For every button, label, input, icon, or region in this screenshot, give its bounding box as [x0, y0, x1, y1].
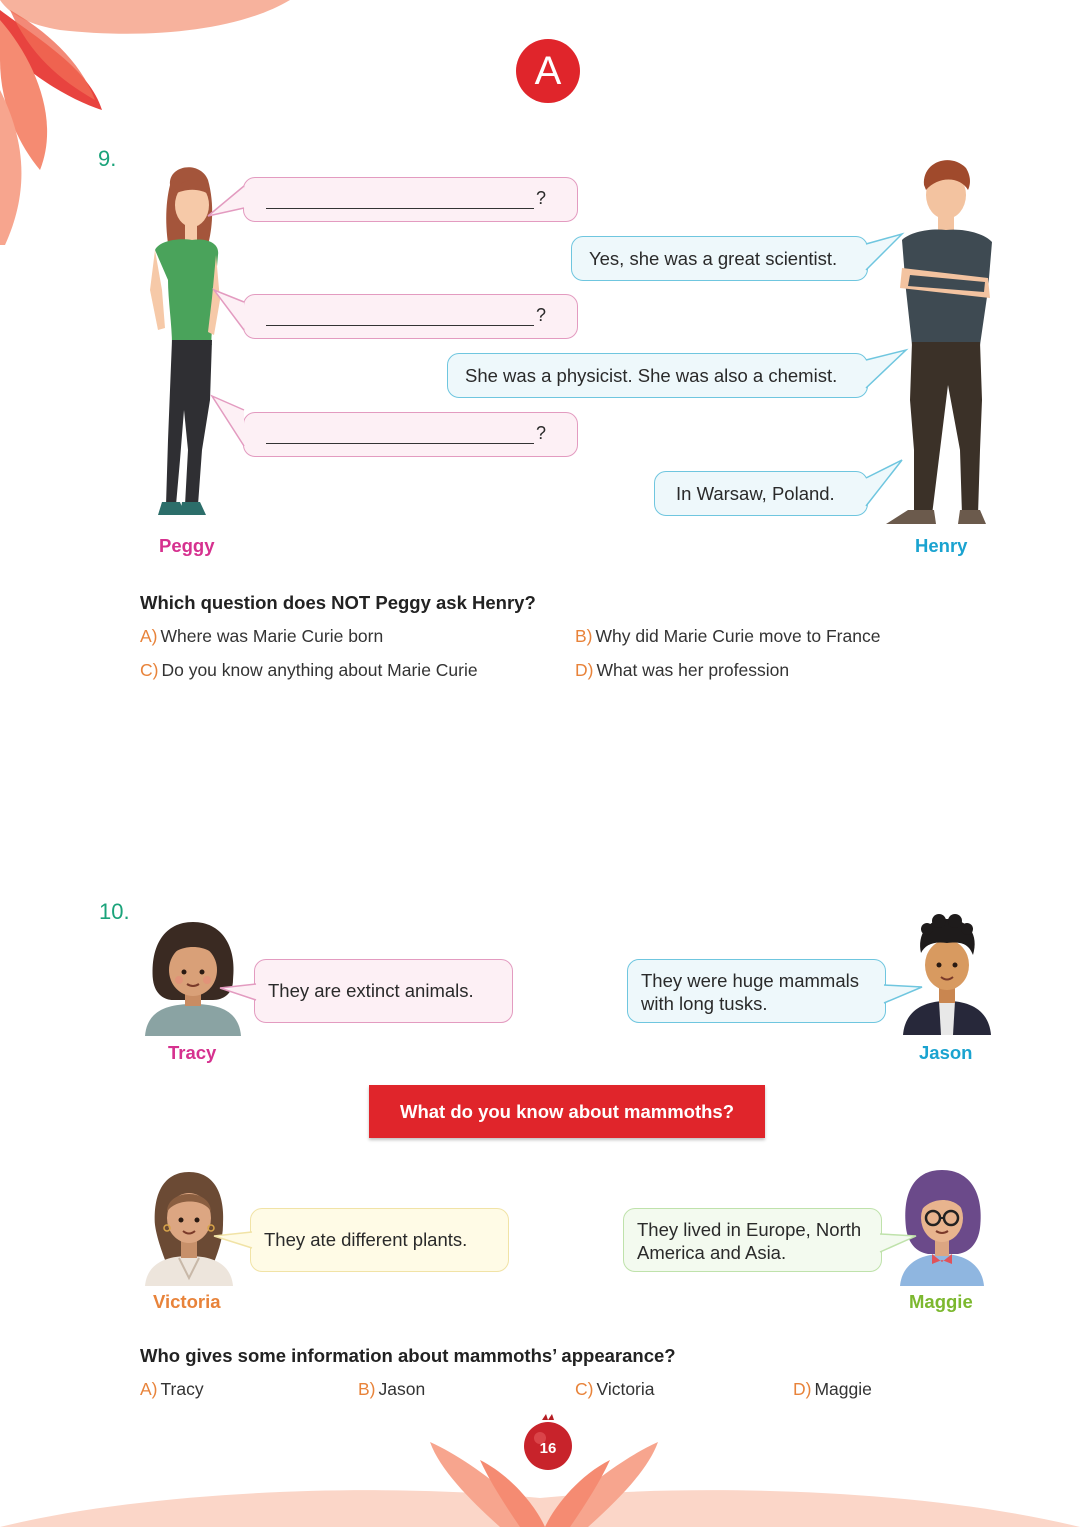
option-text: Tracy: [160, 1379, 204, 1399]
peggy-bubble-1-tail: [208, 186, 248, 222]
answer-blank-line: [266, 208, 534, 209]
jason-name-label: Jason: [919, 1042, 973, 1063]
tracy-avatar: [145, 920, 241, 1038]
question-9-number: 9.: [98, 146, 117, 171]
henry-bubble-1-tail: [862, 234, 904, 272]
tracy-bubble: [254, 959, 513, 1023]
option-letter: B): [575, 626, 593, 646]
maggie-bubble-tail: [878, 1232, 918, 1256]
maggie-line: They lived in Europe, North America and Asia.: [637, 1219, 862, 1263]
q9-option-b[interactable]: [575, 626, 880, 647]
henry-bubble-1: [571, 236, 868, 281]
option-text: Maggie: [814, 1379, 872, 1399]
henry-name-label: Henry: [915, 535, 968, 556]
peggy-name-label: Peggy: [159, 535, 215, 556]
peggy-bubble-3-tail: [212, 396, 248, 456]
answer-blank-line: [266, 325, 534, 326]
option-text: Jason: [378, 1379, 426, 1399]
q10-option-d[interactable]: [793, 1379, 872, 1400]
henry-bubble-2: [447, 353, 868, 398]
section-badge-letter: A: [534, 49, 562, 93]
answer-blank-line: [266, 443, 534, 444]
henry-bubble-3-tail: [862, 460, 904, 510]
option-letter: D): [575, 660, 594, 680]
option-letter: B): [358, 1379, 376, 1399]
peggy-bubble-2: [243, 294, 578, 339]
maggie-name-label: Maggie: [909, 1291, 973, 1312]
q9-option-d[interactable]: [575, 660, 789, 681]
peggy-bubble-3: [243, 412, 578, 457]
q9-option-c[interactable]: [140, 660, 478, 681]
henry-line-1: Yes, she was a great scientist.: [589, 248, 838, 269]
jason-avatar: [903, 915, 991, 1037]
tracy-bubble-tail: [220, 984, 258, 1004]
option-letter: A): [140, 626, 158, 646]
tracy-name-label: Tracy: [168, 1042, 217, 1063]
question-mark: ?: [536, 423, 547, 443]
option-letter: C): [575, 1379, 594, 1399]
jason-line: They were huge mammals with long tusks.: [641, 970, 859, 1014]
victoria-bubble: [250, 1208, 509, 1272]
q10-option-a[interactable]: [140, 1379, 204, 1400]
henry-bubble-2-tail: [862, 350, 908, 390]
q10-option-b[interactable]: [358, 1379, 425, 1400]
victoria-line: They ate different plants.: [264, 1229, 468, 1250]
q9-option-a[interactable]: [140, 626, 383, 647]
question-9-prompt: Which question does NOT Peggy ask Henry?: [140, 592, 536, 613]
option-letter: D): [793, 1379, 812, 1399]
victoria-name-label: Victoria: [153, 1291, 221, 1312]
peggy-bubble-1: [243, 177, 578, 222]
victoria-bubble-tail: [214, 1232, 254, 1252]
q10-option-c[interactable]: [575, 1379, 655, 1400]
section-badge: [516, 39, 580, 103]
option-text: Victoria: [596, 1379, 655, 1399]
jason-bubble-tail: [882, 983, 924, 1007]
henry-bubble-3: [654, 471, 868, 516]
option-letter: C): [140, 660, 159, 680]
mammoths-banner: [369, 1085, 765, 1138]
page-number: 16: [539, 1440, 557, 1457]
question-10-prompt: Who gives some information about mammoths’ appearance?: [140, 1345, 676, 1366]
option-text: Do you know anything about Marie Curie: [161, 660, 478, 680]
option-text: Where was Marie Curie born: [160, 626, 384, 646]
option-letter: A): [140, 1379, 158, 1399]
jason-bubble: [627, 959, 886, 1023]
henry-line-2: She was a physicist. She was also a chemist.: [465, 365, 838, 386]
maggie-bubble: [623, 1208, 882, 1272]
victoria-avatar: [145, 1170, 235, 1288]
option-text: What was her profession: [596, 660, 790, 680]
peggy-bubble-2-tail: [214, 290, 248, 334]
question-mark: ?: [536, 188, 547, 208]
henry-line-3: In Warsaw, Poland.: [676, 483, 835, 504]
mammoths-banner-text: What do you know about mammoths?: [399, 1101, 735, 1122]
tracy-line: They are extinct animals.: [268, 980, 474, 1001]
maggie-avatar: [898, 1168, 986, 1288]
question-10-number: 10.: [99, 899, 130, 924]
question-mark: ?: [536, 305, 547, 325]
option-text: Why did Marie Curie move to France: [595, 626, 881, 646]
